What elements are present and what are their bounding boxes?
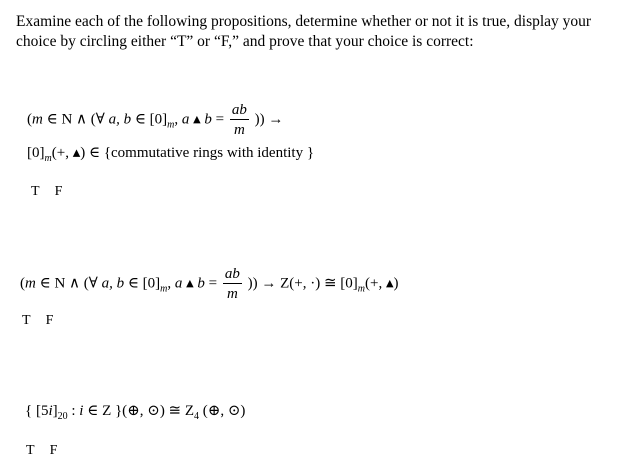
proposition-3-line bbox=[25, 402, 245, 426]
proposition-1-line-1 bbox=[27, 102, 283, 138]
proposition-2-choices bbox=[22, 313, 68, 329]
p2-tail-end: (+, ▴) bbox=[365, 275, 399, 292]
p3-choice-false[interactable]: F bbox=[49, 443, 59, 458]
p2-tail-subscript: m bbox=[357, 283, 366, 295]
p2-fraction bbox=[223, 266, 242, 302]
p3-end: (⊕, ⊙) bbox=[199, 403, 246, 419]
p2-choice-true[interactable]: T bbox=[22, 313, 32, 328]
p1-fraction-denominator: m bbox=[233, 122, 245, 138]
p1-fraction-numerator: ab bbox=[231, 102, 247, 118]
p2-in-naturals: ∈ N ∧ (∀ bbox=[35, 275, 102, 292]
p2-vars-ab: a, b bbox=[101, 275, 125, 292]
p3-subscript-20: 20 bbox=[57, 411, 68, 422]
p1-in-naturals: ∈ N ∧ (∀ bbox=[42, 111, 109, 128]
p2-choice-false[interactable]: F bbox=[45, 313, 55, 328]
p2-in-set: ∈ [0] bbox=[124, 275, 161, 292]
p1-triangle-op: ▴ bbox=[189, 111, 205, 128]
p1-choice-false[interactable]: F bbox=[54, 184, 64, 199]
p2-var-a: a bbox=[174, 275, 183, 292]
p2-triangle-op: ▴ bbox=[182, 275, 198, 292]
p1-equals: = bbox=[211, 111, 228, 128]
p2-equals: = bbox=[204, 275, 221, 292]
p2-set-subscript: m bbox=[160, 283, 168, 295]
p3-subscript-4: 4 bbox=[194, 411, 200, 422]
p1-set-subscript: m bbox=[167, 119, 175, 131]
p1-vars-ab: a, b bbox=[108, 111, 132, 128]
p3-rest: ∈ Z }(⊕, ⊙) ≅ Z bbox=[83, 403, 195, 419]
p1-comma: , bbox=[174, 111, 182, 128]
p1-line2-subscript: m bbox=[44, 153, 52, 164]
p1-var-a: a bbox=[181, 111, 190, 128]
p1-choice-true[interactable]: T bbox=[31, 184, 41, 199]
proposition-1-line-2 bbox=[27, 144, 314, 168]
p3-choice-true[interactable]: T bbox=[26, 443, 36, 458]
p1-in-set: ∈ [0] bbox=[131, 111, 168, 128]
p2-var-m: m bbox=[25, 275, 36, 292]
p2-comma: , bbox=[167, 275, 175, 292]
p3-var-i-2: i bbox=[79, 403, 84, 419]
p1-var-m: m bbox=[32, 111, 43, 128]
p2-var-b: b bbox=[197, 275, 205, 292]
p2-fraction-numerator: ab bbox=[224, 266, 240, 282]
p2-implies-isomorphic: )) → Z(+, ·) ≅ [0] bbox=[243, 275, 358, 292]
proposition-1-choices bbox=[31, 184, 77, 200]
instructions-paragraph: Examine each of the following propositions, determine whether or not it is true, display your choice by circling either “T” or “F,” and prove that your choice is correct: bbox=[16, 13, 592, 50]
p3-open: { [5 bbox=[25, 403, 49, 419]
p1-open-paren: ( bbox=[27, 111, 32, 128]
p1-implies: )) → bbox=[250, 111, 284, 128]
proposition-2-line-1 bbox=[20, 266, 399, 302]
p2-fraction-denominator: m bbox=[226, 286, 238, 302]
p2-open-paren: ( bbox=[20, 275, 25, 292]
p1-var-b: b bbox=[204, 111, 212, 128]
p1-fraction bbox=[230, 102, 249, 138]
p3-close-bracket: ] bbox=[52, 403, 58, 419]
proposition-3-choices bbox=[26, 443, 72, 459]
p3-colon: : bbox=[67, 403, 80, 419]
p1-line2-set: [0] bbox=[27, 145, 45, 161]
p3-var-i: i bbox=[48, 403, 53, 419]
p1-line2-rest: (+, ▴) ∈ {commutative rings with identity } bbox=[51, 145, 315, 161]
